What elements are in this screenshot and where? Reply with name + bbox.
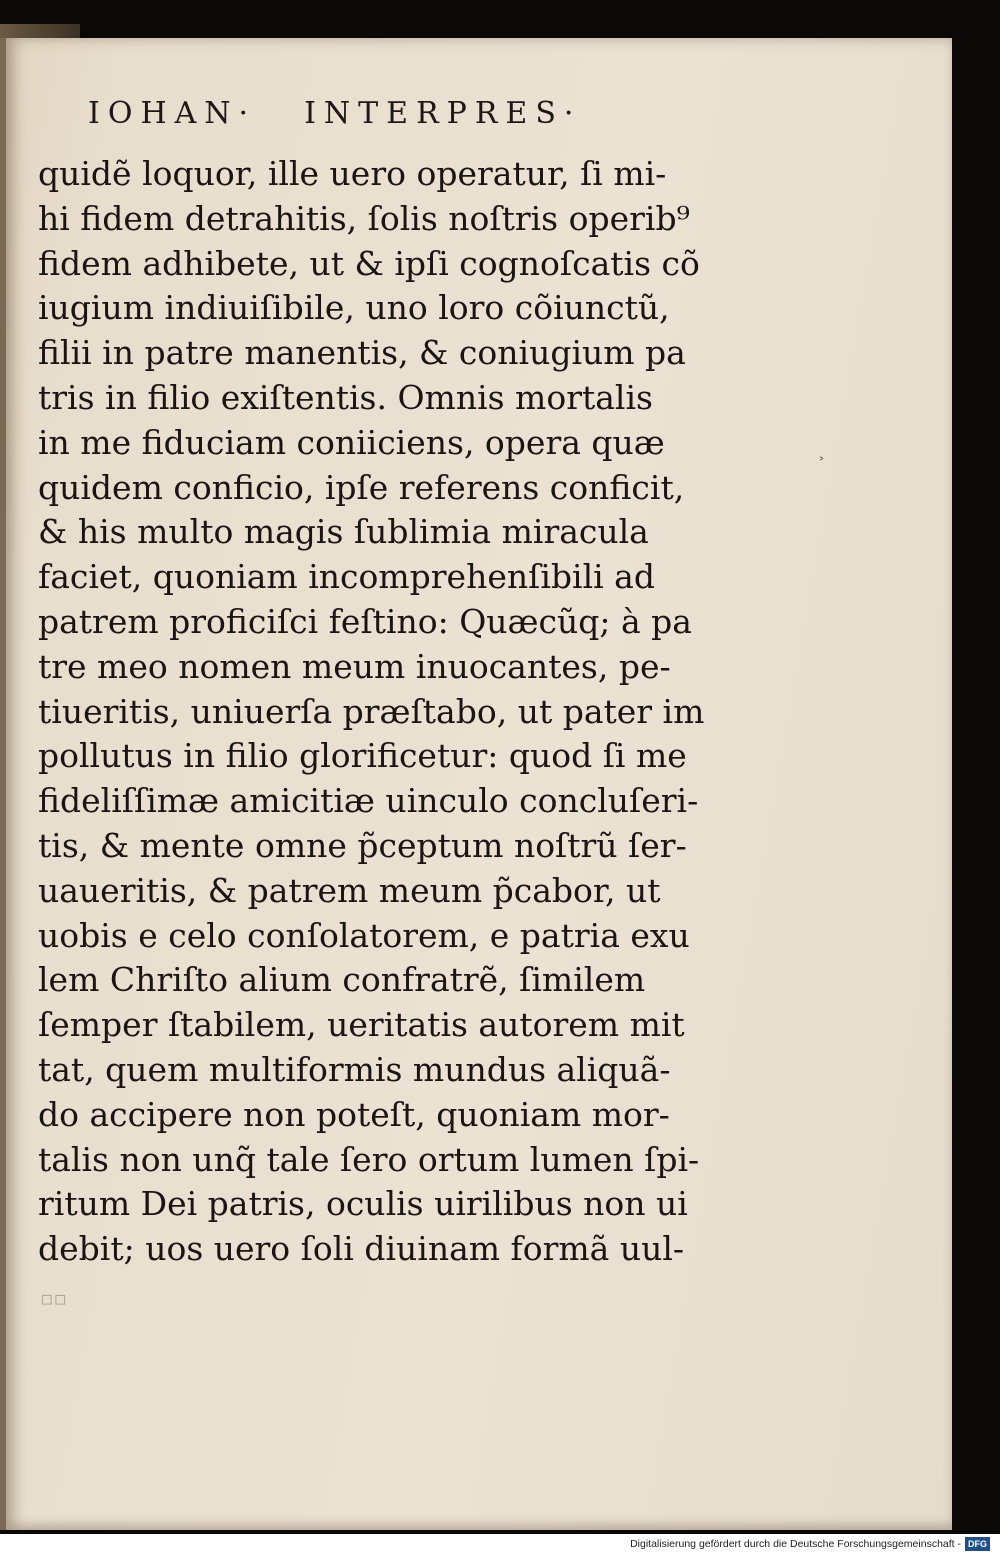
- text-line: in me fiduciam coniiciens, opera quæ: [38, 422, 665, 462]
- text-line: do accipere non poteſt, quoniam mor-: [38, 1094, 670, 1134]
- text-line: pollutus in filio glorificetur: quod ſi me: [38, 736, 687, 776]
- text-line: tiueritis, uniuerſa præſtabo, ut pater im: [38, 691, 705, 731]
- text-line: fidem adhibete, ut & ipſi cognoſcatis cõ: [38, 243, 700, 283]
- text-line: iugium indiuiſibile, uno loro cõiunctũ,: [38, 288, 670, 328]
- dfg-logo-icon: DFG: [965, 1537, 990, 1551]
- text-line: tris in filio exiſtentis. Omnis mortalis: [38, 377, 653, 417]
- running-head: [88, 96, 628, 140]
- body-text: [38, 152, 705, 1272]
- text-line: faciet, quoniam incomprehenſibili ad: [38, 557, 655, 597]
- text-line: ſemper ſtabilem, ueritatis autorem mit: [38, 1005, 685, 1045]
- text-line: ritum Dei patris, oculis uirilibus non ui: [38, 1184, 688, 1224]
- text-line: talis non unq̃ tale ſero ortum lumen ſpi-: [38, 1139, 700, 1179]
- text-line: tre meo nomen meum inuocantes, pe-: [38, 646, 671, 686]
- text-line: tis, & mente omne p̃ceptum noſtrũ ſer-: [38, 825, 687, 865]
- footer-credit: Digitalisierung gefördert durch die Deutsche Forschungsgemeinschaft -: [630, 1538, 961, 1550]
- text-line: hi fidem detrahitis, ſolis noſtris operib⁹: [38, 198, 690, 238]
- running-head-left: IOHAN·: [88, 96, 257, 131]
- text-line: debit; uos uero ſoli diuinam formã uul-: [38, 1229, 685, 1269]
- text-line: & his multo magis ſublimia miracula: [38, 512, 649, 552]
- text-line: lem Chriſto alium confratrẽ, ſimilem: [38, 960, 646, 1000]
- text-line: quidẽ loquor, ille uero operatur, ſi mi-: [38, 154, 667, 193]
- text-line: uaueritis, & patrem meum p̃cabor, ut: [38, 870, 661, 910]
- footer-bar: [0, 1534, 1000, 1554]
- text-line: quidem conficio, ipſe referens conficit,: [38, 467, 685, 507]
- faded-signature-mark: ▫▫: [40, 1286, 68, 1310]
- text-line: tat, quem multiformis mundus aliquã-: [38, 1049, 671, 1089]
- running-head-right: INTERPRES·: [304, 96, 582, 131]
- text-line: fideliſſimæ amicitiæ uinculo concluſeri-: [38, 781, 699, 821]
- paper-speck: ˃: [818, 456, 825, 472]
- text-line: filii in patre manentis, & coniugium pa: [38, 333, 686, 373]
- text-line: patrem proficiſci feſtino: Quæcũq; à pa: [38, 601, 692, 641]
- text-line: uobis e celo conſolatorem, e patria exu: [38, 915, 690, 955]
